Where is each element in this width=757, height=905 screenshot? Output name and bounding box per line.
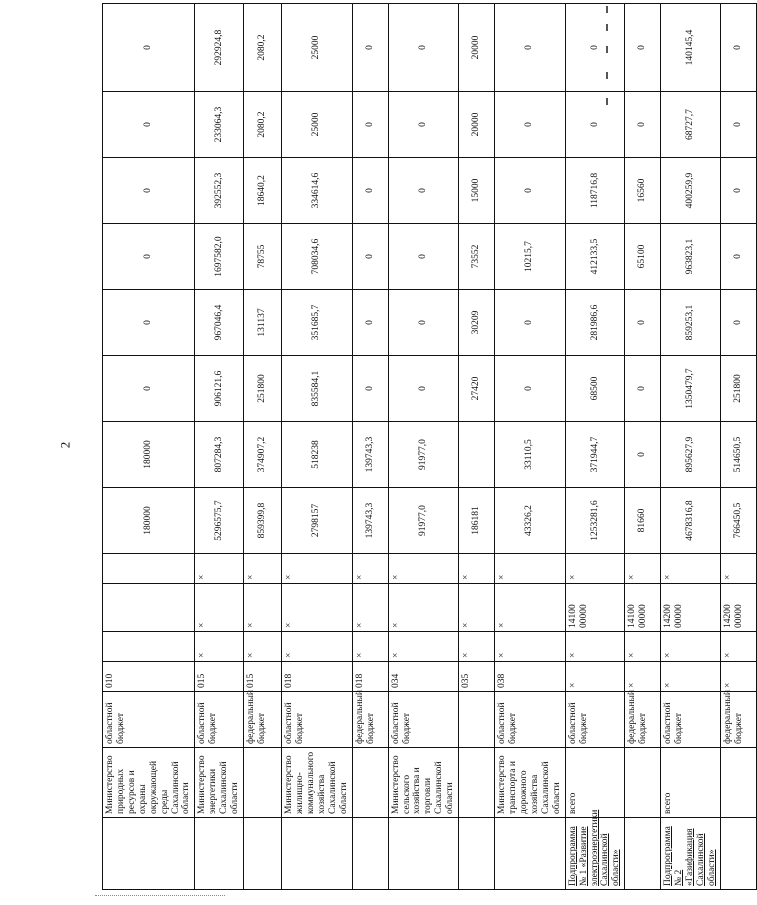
- funding-source-cell: областной бюджет: [495, 692, 566, 748]
- grbs-code-cell: 018: [282, 662, 353, 692]
- amount-cell: 140145,4: [661, 4, 721, 92]
- executor-cell: [720, 748, 756, 818]
- expense-type-cell: ×: [565, 554, 625, 584]
- grbs-code-cell: 034: [388, 662, 459, 692]
- table-row: [195, 4, 244, 890]
- amount-cell: 0: [720, 158, 756, 224]
- program-cell: [388, 818, 459, 890]
- amount-cell: 0: [352, 290, 388, 356]
- table-row: [661, 4, 721, 890]
- amount-cell: 73552: [459, 224, 495, 290]
- amount-cell: 392552,3: [195, 158, 244, 224]
- amount-cell: 0: [720, 92, 756, 158]
- amount-cell: 78755: [244, 224, 282, 290]
- amount-cell: 20000: [459, 92, 495, 158]
- executor-cell: [625, 748, 661, 818]
- budget-table: [102, 3, 757, 890]
- grbs-code-cell: 015: [244, 662, 282, 692]
- amount-cell: 251800: [244, 356, 282, 422]
- expense-type-cell: ×: [282, 554, 353, 584]
- amount-cell: 0: [103, 92, 195, 158]
- amount-cell: 0: [495, 356, 566, 422]
- amount-cell: 0: [495, 92, 566, 158]
- funding-source-cell: федеральный бюджет: [625, 692, 661, 748]
- amount-cell: 25000: [282, 92, 353, 158]
- amount-cell: 334614,6: [282, 158, 353, 224]
- table-row: [565, 4, 625, 890]
- amount-cell: 33110,5: [495, 422, 566, 488]
- amount-cell: 251800: [720, 356, 756, 422]
- amount-cell: 118716,8: [565, 158, 625, 224]
- table-row: [388, 4, 459, 890]
- section-code-cell: ×: [661, 632, 721, 662]
- amount-cell: 514650,5: [720, 422, 756, 488]
- funding-source-cell: областной бюджет: [282, 692, 353, 748]
- amount-cell: 18640,2: [244, 158, 282, 224]
- executor-cell: Министерство жилищно-коммунального хозяйства Сахалинской области: [282, 748, 353, 818]
- target-article-cell: 14200 00000: [720, 584, 756, 632]
- table-row: [244, 4, 282, 890]
- expense-type-cell: ×: [661, 554, 721, 584]
- amount-cell: 139743,3: [352, 422, 388, 488]
- amount-cell: 0: [103, 4, 195, 92]
- amount-cell: 65100: [625, 224, 661, 290]
- amount-cell: 25000: [282, 4, 353, 92]
- amount-cell: 68727,7: [661, 92, 721, 158]
- amount-cell: 766450,5: [720, 488, 756, 554]
- amount-cell: 0: [625, 92, 661, 158]
- expense-type-cell: ×: [459, 554, 495, 584]
- amount-cell: 5296575,7: [195, 488, 244, 554]
- program-cell: [720, 818, 756, 890]
- table-row: [103, 4, 195, 890]
- program-cell: [495, 818, 566, 890]
- section-code-cell: ×: [625, 632, 661, 662]
- amount-cell: 0: [565, 92, 625, 158]
- amount-cell: 0: [388, 4, 459, 92]
- amount-cell: 967046,4: [195, 290, 244, 356]
- amount-cell: 20000: [459, 4, 495, 92]
- amount-cell: 895627,9: [661, 422, 721, 488]
- funding-source-cell: областной бюджет: [103, 692, 195, 748]
- section-code-cell: ×: [352, 632, 388, 662]
- amount-cell: 0: [625, 422, 661, 488]
- amount-cell: 81660: [625, 488, 661, 554]
- expense-type-cell: ×: [352, 554, 388, 584]
- amount-cell: 371944,7: [565, 422, 625, 488]
- amount-cell: 180000: [103, 488, 195, 554]
- executor-cell: [244, 748, 282, 818]
- amount-cell: 0: [625, 4, 661, 92]
- table-row: [459, 4, 495, 890]
- section-code-cell: ×: [495, 632, 566, 662]
- funding-source-cell: областной бюджет: [661, 692, 721, 748]
- footer-rule: [95, 895, 225, 896]
- program-cell: [282, 818, 353, 890]
- amount-cell: 1253281,6: [565, 488, 625, 554]
- grbs-code-cell: ×: [661, 662, 721, 692]
- grbs-code-cell: ×: [720, 662, 756, 692]
- expense-type-cell: ×: [195, 554, 244, 584]
- amount-cell: 0: [625, 290, 661, 356]
- expense-type-cell: ×: [625, 554, 661, 584]
- amount-cell: 0: [495, 4, 566, 92]
- amount-cell: 0: [352, 92, 388, 158]
- amount-cell: 0: [720, 4, 756, 92]
- amount-cell: 0: [103, 224, 195, 290]
- amount-cell: 0: [565, 4, 625, 92]
- amount-cell: 906121,6: [195, 356, 244, 422]
- budget-table-rotated: [102, 28, 744, 890]
- amount-cell: 186181: [459, 488, 495, 554]
- amount-cell: 180000: [103, 422, 195, 488]
- amount-cell: 0: [720, 290, 756, 356]
- table-row: [720, 4, 756, 890]
- amount-cell: 2080,2: [244, 92, 282, 158]
- funding-source-cell: федеральный бюджет: [352, 692, 388, 748]
- amount-cell: 0: [495, 158, 566, 224]
- grbs-code-cell: ×: [565, 662, 625, 692]
- grbs-code-cell: 018: [352, 662, 388, 692]
- amount-cell: 131137: [244, 290, 282, 356]
- executor-cell: Министерство транспорта и дорожного хозяйства Сахалинской области: [495, 748, 566, 818]
- amount-cell: 16560: [625, 158, 661, 224]
- grbs-code-cell: 035: [459, 662, 495, 692]
- amount-cell: 4678316,8: [661, 488, 721, 554]
- target-article-cell: ×: [495, 584, 566, 632]
- amount-cell: 292924,8: [195, 4, 244, 92]
- expense-type-cell: ×: [495, 554, 566, 584]
- target-article-cell: ×: [388, 584, 459, 632]
- table-row: [625, 4, 661, 890]
- program-cell: [625, 818, 661, 890]
- section-code-cell: ×: [282, 632, 353, 662]
- program-cell: Подпрограмма № 2 «Газификация Сахалинской области»: [661, 818, 721, 890]
- executor-cell: [352, 748, 388, 818]
- amount-cell: 859253,1: [661, 290, 721, 356]
- amount-cell: 43326,2: [495, 488, 566, 554]
- amount-cell: 518238: [282, 422, 353, 488]
- amount-cell: 139743,3: [352, 488, 388, 554]
- amount-cell: 0: [352, 4, 388, 92]
- amount-cell: 27420: [459, 356, 495, 422]
- amount-cell: 374907,2: [244, 422, 282, 488]
- table-row: [495, 4, 566, 890]
- executor-cell: Министерство природных ресурсов и охраны окружающей среды Сахалинской области: [103, 748, 195, 818]
- amount-cell: 708034,6: [282, 224, 353, 290]
- grbs-code-cell: ×: [625, 662, 661, 692]
- amount-cell: 0: [388, 158, 459, 224]
- target-article-cell: ×: [195, 584, 244, 632]
- amount-cell: 0: [720, 224, 756, 290]
- amount-cell: 15000: [459, 158, 495, 224]
- amount-cell: 91977,0: [388, 488, 459, 554]
- executor-cell: всего: [565, 748, 625, 818]
- expense-type-cell: [103, 554, 195, 584]
- amount-cell: 0: [388, 356, 459, 422]
- target-article-cell: ×: [459, 584, 495, 632]
- amount-cell: 0: [103, 290, 195, 356]
- amount-cell: 91977,0: [388, 422, 459, 488]
- executor-cell: Министерство энергетики Сахалинской области: [195, 748, 244, 818]
- target-article-cell: [103, 584, 195, 632]
- section-code-cell: ×: [720, 632, 756, 662]
- executor-cell: всего: [661, 748, 721, 818]
- section-code-cell: ×: [459, 632, 495, 662]
- amount-cell: 0: [625, 356, 661, 422]
- amount-cell: 281986,6: [565, 290, 625, 356]
- amount-cell: 0: [495, 290, 566, 356]
- target-article-cell: 14200 00000: [661, 584, 721, 632]
- page-number: 2: [57, 441, 73, 449]
- table-row: [282, 4, 353, 890]
- grbs-code-cell: 010: [103, 662, 195, 692]
- funding-source-cell: федеральный бюджет: [720, 692, 756, 748]
- program-cell: [459, 818, 495, 890]
- program-cell: [352, 818, 388, 890]
- target-article-cell: ×: [282, 584, 353, 632]
- amount-cell: 1697582,0: [195, 224, 244, 290]
- grbs-code-cell: 015: [195, 662, 244, 692]
- amount-cell: 10215,7: [495, 224, 566, 290]
- target-article-cell: 14100 00000: [625, 584, 661, 632]
- amount-cell: 233064,3: [195, 92, 244, 158]
- amount-cell: 859399,8: [244, 488, 282, 554]
- section-code-cell: ×: [244, 632, 282, 662]
- section-code-cell: ×: [565, 632, 625, 662]
- grbs-code-cell: 038: [495, 662, 566, 692]
- amount-cell: 963823,1: [661, 224, 721, 290]
- amount-cell: 68500: [565, 356, 625, 422]
- amount-cell: 0: [352, 356, 388, 422]
- expense-type-cell: ×: [388, 554, 459, 584]
- amount-cell: 0: [388, 224, 459, 290]
- amount-cell: 1350479,7: [661, 356, 721, 422]
- table-row: [352, 4, 388, 890]
- program-cell: [103, 818, 195, 890]
- section-code-cell: [103, 632, 195, 662]
- executor-cell: Министерство сельского хозяйства и торговли Сахалинской области: [388, 748, 459, 818]
- funding-source-cell: областной бюджет: [388, 692, 459, 748]
- executor-cell: [459, 748, 495, 818]
- amount-cell: 0: [352, 224, 388, 290]
- amount-cell: 0: [103, 356, 195, 422]
- funding-source-cell: областной бюджет: [195, 692, 244, 748]
- amount-cell: 2798157: [282, 488, 353, 554]
- amount-cell: 2080,2: [244, 4, 282, 92]
- amount-cell: 0: [103, 158, 195, 224]
- amount-cell: 0: [388, 290, 459, 356]
- target-article-cell: ×: [244, 584, 282, 632]
- amount-cell: 0: [388, 92, 459, 158]
- amount-cell: [459, 422, 495, 488]
- amount-cell: 30209: [459, 290, 495, 356]
- expense-type-cell: ×: [720, 554, 756, 584]
- amount-cell: 400259,9: [661, 158, 721, 224]
- program-cell: Подпрограмма № 1 «Развитие электроэнергетики Сахалинской области»: [565, 818, 625, 890]
- amount-cell: 807284,3: [195, 422, 244, 488]
- amount-cell: 835584,1: [282, 356, 353, 422]
- amount-cell: 351685,7: [282, 290, 353, 356]
- section-code-cell: ×: [195, 632, 244, 662]
- funding-source-cell: федеральный бюджет: [244, 692, 282, 748]
- funding-source-cell: областной бюджет: [565, 692, 625, 748]
- amount-cell: 0: [352, 158, 388, 224]
- amount-cell: 412133,5: [565, 224, 625, 290]
- expense-type-cell: ×: [244, 554, 282, 584]
- section-code-cell: ×: [388, 632, 459, 662]
- funding-source-cell: [459, 692, 495, 748]
- program-cell: [195, 818, 244, 890]
- target-article-cell: 14100 00000: [565, 584, 625, 632]
- target-article-cell: ×: [352, 584, 388, 632]
- program-cell: [244, 818, 282, 890]
